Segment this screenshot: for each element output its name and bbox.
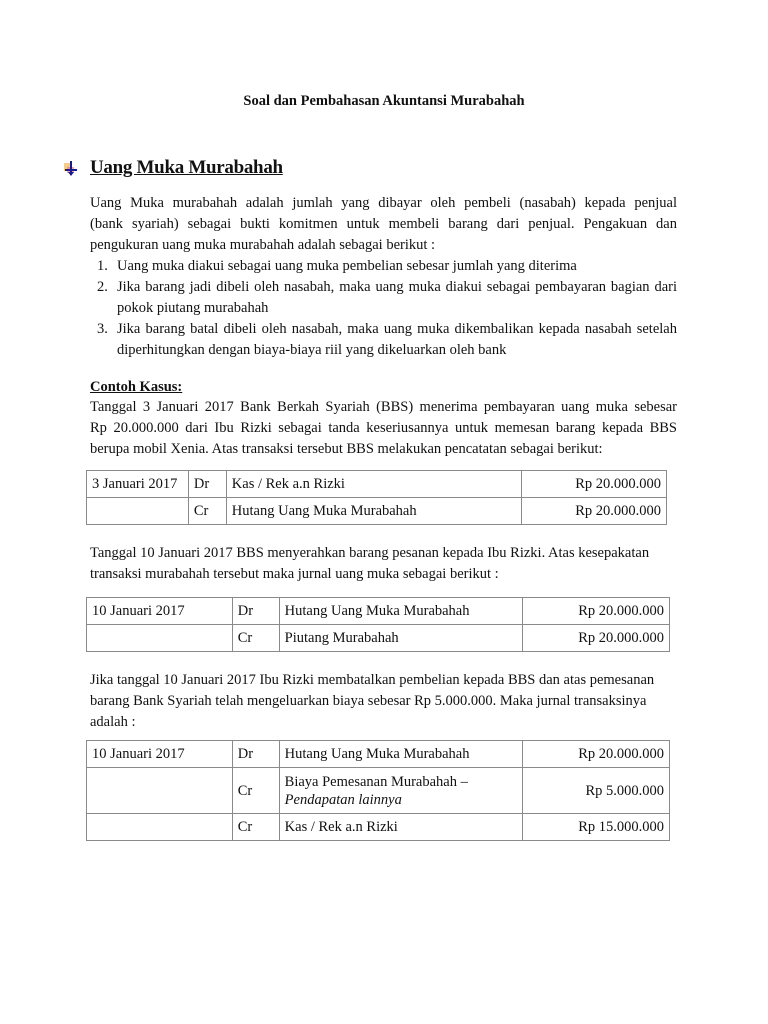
text-line: pengukuran uang muka murabahah adalah sebagai berikut :: [90, 237, 436, 253]
journal-table-3: [86, 740, 670, 841]
text-line: (bank syariah) sebagai bukti komitmen untuk membeli barang dari penjual. Pengakuan dan: [90, 216, 677, 232]
table-row: 3 Januari 2017 Dr Kas / Rek a.n Rizki Rp 20.000.000: [87, 471, 667, 498]
table-row: Cr Piutang Murabahah Rp 20.000.000: [87, 625, 670, 652]
section-title: Uang Muka Murabahah: [90, 157, 283, 178]
text-line: barang Bank Syariah telah mengeluarkan biaya sebesar Rp 5.000.000. Maka jurnal transaksinya: [90, 693, 647, 709]
section-heading: [62, 157, 283, 179]
text-line: transaksi murabahah tersebut maka jurnal uang muka sebagai berikut :: [90, 566, 499, 582]
text-line: Uang Muka murabahah adalah jumlah yang dibayar oleh pembeli (nasabah) kepada penjual: [90, 195, 677, 211]
table-row: 10 Januari 2017 Dr Hutang Uang Muka Murabahah Rp 20.000.000: [87, 741, 670, 768]
table-row: 10 Januari 2017 Dr Hutang Uang Muka Murabahah Rp 20.000.000: [87, 598, 670, 625]
arrow-bullet-icon: [62, 159, 80, 177]
case-title: Contoh Kasus:: [90, 379, 183, 395]
table-row: Cr Kas / Rek a.n Rizki Rp 15.000.000: [87, 814, 670, 841]
case-paragraph-3: [90, 670, 677, 733]
recognition-list: [90, 256, 677, 361]
journal-table-1: [86, 470, 667, 525]
list-item: 2. Jika barang jadi dibeli oleh nasabah, maka uang muka diakui sebagai pembayaran bagian dari pokok piutang murabahah: [97, 279, 677, 316]
text-line: Rp 20.000.000 dari Ibu Rizki sebagai tanda keseriusannya untuk memesan barang kepada BBS: [90, 420, 677, 436]
text-line: adalah :: [90, 714, 136, 730]
list-item: 1. Uang muka diakui sebagai uang muka pembelian sebesar jumlah yang diterima: [97, 258, 577, 274]
account-cell: Biaya Pemesanan Murabahah – Pendapatan lainnya: [279, 768, 523, 814]
page-title: Soal dan Pembahasan Akuntansi Murabahah: [243, 93, 525, 109]
text-line: Tanggal 10 Januari 2017 BBS menyerahkan barang pesanan kepada Ibu Rizki. Atas kesepakatan: [90, 545, 650, 561]
table-row: Cr Hutang Uang Muka Murabahah Rp 20.000.000: [87, 498, 667, 525]
intro-paragraph: [90, 193, 677, 256]
text-line: Jika tanggal 10 Januari 2017 Ibu Rizki membatalkan pembelian kepada BBS dan atas pemesanan: [90, 672, 655, 688]
text-line: Tanggal 3 Januari 2017 Bank Berkah Syariah (BBS) menerima pembayaran uang muka sebesar: [90, 399, 677, 415]
case-paragraph-1: [90, 397, 677, 460]
table-row: Cr Biaya Pemesanan Murabahah – Pendapatan lainnya Rp 5.000.000: [87, 768, 670, 814]
text-line: berupa mobil Xenia. Atas transaksi tersebut BBS melakukan pencatatan sebagai berikut:: [90, 441, 603, 457]
journal-table-2: [86, 597, 670, 652]
case-paragraph-2: [90, 543, 677, 585]
list-item: 3. Jika barang batal dibeli oleh nasabah, maka uang muka dikembalikan kepada nasabah setelah diperhitungkan dengan biaya-biaya riil yang dikeluarkan oleh bank: [97, 321, 677, 358]
